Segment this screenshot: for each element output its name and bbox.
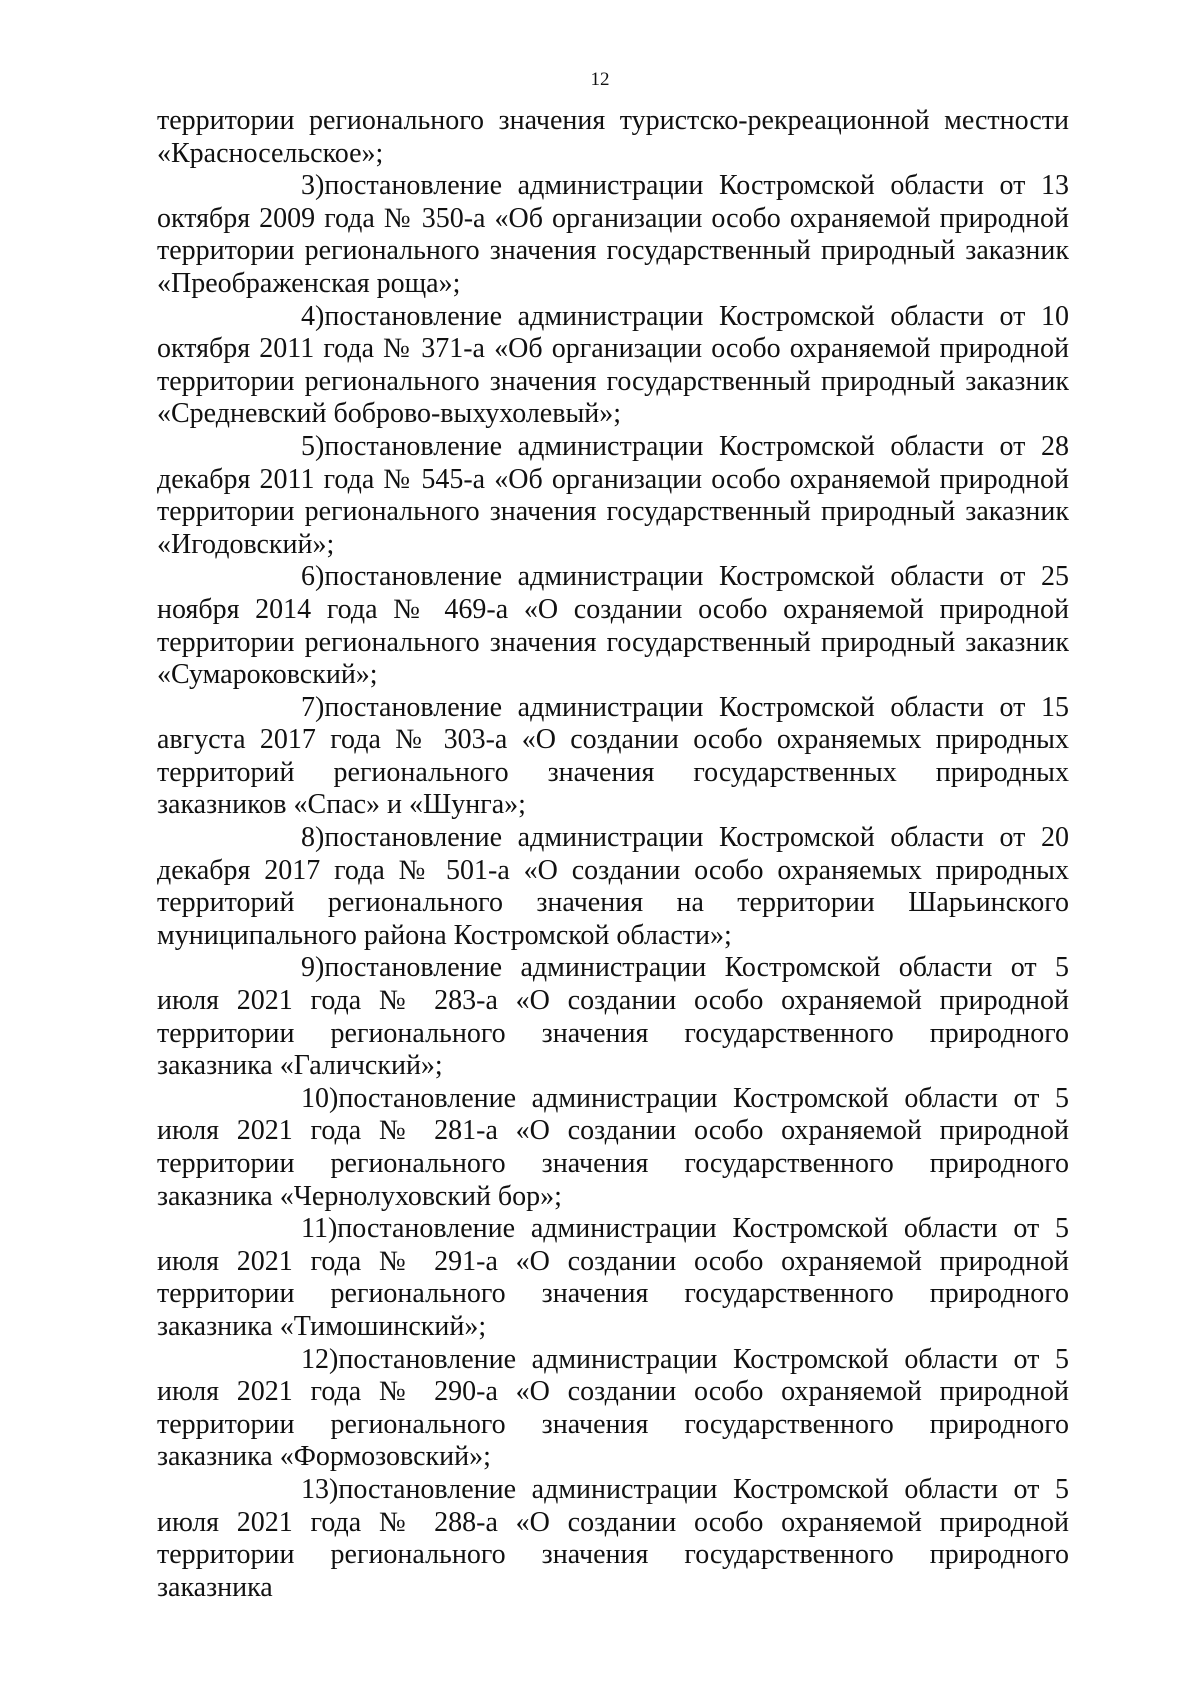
list-item-number: 7): [301, 691, 325, 723]
page-number: 12: [590, 69, 610, 90]
list-item-number: 11): [301, 1213, 338, 1245]
paragraph-text: постановление администрации Костромской области от 5 июля 2021 года № 288-а «О создании особо охраняемой природной территории регионального значения государственного природного заказника: [157, 1473, 1069, 1603]
paragraph-text: постановление администрации Костромской области от 28 декабря 2011 года № 545-а «Об организации особо охраняемой природной территории регионального значения государственный природный заказник «Игодовский»;: [157, 430, 1069, 560]
paragraph-text: постановление администрации Костромской области от 25 ноября 2014 года № 469-а «О создании особо охраняемой природной территории регионального значения государственный природный заказник «Сумароковский»;: [157, 561, 1069, 691]
list-item-number: 10): [301, 1082, 339, 1114]
list-item: [157, 301, 1069, 431]
paragraph-text: постановление администрации Костромской области от 15 августа 2017 года № 303-а «О создании особо охраняемых природных территорий регионального значения государственных природных заказников «Спас» и «Шунга»;: [157, 691, 1069, 821]
list-item-number: 5): [301, 430, 325, 462]
list-item: [157, 1213, 1069, 1343]
list-item-number: 6): [301, 561, 325, 593]
list-item: [157, 1344, 1069, 1474]
paragraph-text: постановление администрации Костромской области от 20 декабря 2017 года № 501-а «О создании особо охраняемых природных территорий регионального значения на территории Шарьинского муниципального района Костромской области»;: [157, 822, 1069, 951]
list-item: [157, 822, 1069, 952]
paragraph-text: постановление администрации Костромской области от 10 октября 2011 года № 371-а «Об организации особо охраняемой природной территории регионального значения государственный природный заказник «Средневский боброво-выхухолевый»;: [157, 300, 1069, 430]
paragraph-text: постановление администрации Костромской области от 5 июля 2021 года № 281-а «О создании особо охраняемой природной территории регионального значения государственного природного заказника «Чернолуховский бор»;: [157, 1082, 1069, 1212]
paragraph-text: постановление администрации Костромской области от 5 июля 2021 года № 283-а «О создании особо охраняемой природной территории регионального значения государственного природного заказника «Галичский»;: [157, 952, 1069, 1082]
continuation-paragraph: [157, 105, 1069, 170]
list-item: [157, 1474, 1069, 1604]
paragraph-text: территории регионального значения туристско-рекреационной местности «Красносельское»;: [157, 105, 1069, 169]
list-item: [157, 692, 1069, 822]
list-item-number: 8): [301, 822, 325, 854]
paragraph-text: постановление администрации Костромской области от 5 июля 2021 года № 290-а «О создании особо охраняемой природной территории регионального значения государственного природного заказника «Формозовский»;: [157, 1343, 1069, 1473]
list-item-number: 4): [301, 300, 325, 332]
paragraph-text: постановление администрации Костромской области от 13 октября 2009 года № 350-а «Об организации особо охраняемой природной территории регионального значения государственный природный заказник «Преображенская роща»;: [157, 170, 1069, 299]
list-item: [157, 170, 1069, 300]
list-item-number: 13): [301, 1473, 339, 1505]
paragraph-text: постановление администрации Костромской области от 5 июля 2021 года № 291-а «О создании особо охраняемой природной территории регионального значения государственного природного заказника «Тимошинский»;: [157, 1213, 1069, 1342]
list-item: [157, 952, 1069, 1082]
document-body: [157, 105, 1069, 1604]
list-item: [157, 561, 1069, 691]
list-item-number: 3): [301, 170, 325, 202]
list-item-number: 12): [301, 1343, 339, 1375]
list-item-number: 9): [301, 952, 325, 984]
list-item: [157, 1083, 1069, 1213]
list-item: [157, 431, 1069, 561]
